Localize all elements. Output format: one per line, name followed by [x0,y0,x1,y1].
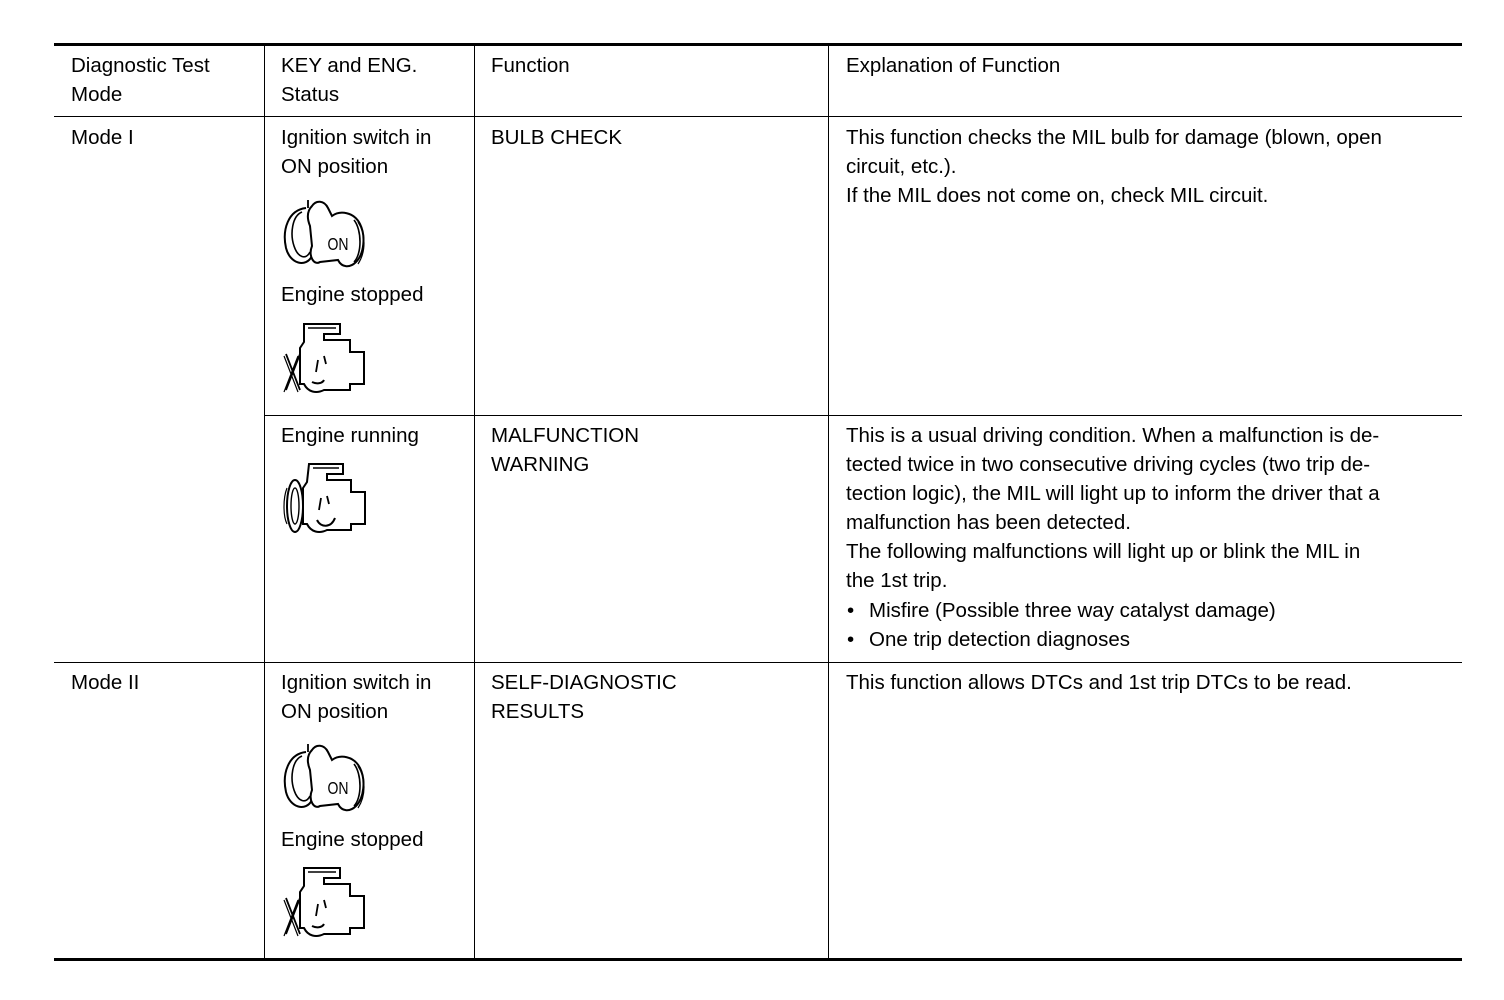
status-cell: Engine stopped [281,828,424,851]
explanation-cell: This function allows DTCs and 1st trip DTCs to be read. [846,671,1352,694]
engine-stopped-icon [280,318,370,400]
explanation-cell: This is a usual driving condition. When a malfunction is de- [846,424,1380,447]
mode-cell: Mode I [71,126,134,149]
header-function: Function [491,54,570,77]
function-cell: WARNING [491,453,590,476]
bullet-icon: • [847,628,855,651]
list-item: Misfire (Possible three way catalyst damage) [869,599,1276,622]
status-cell: Ignition switch in [281,126,432,149]
row-divider [54,662,1462,663]
function-cell: BULB CHECK [491,126,623,149]
header-mode: Diagnostic Test [71,54,210,77]
function-cell: MALFUNCTION [491,424,640,447]
header-status: Status [281,83,340,106]
explanation-cell: If the MIL does not come on, check MIL circuit. [846,184,1269,207]
header-mode: Mode [71,83,123,106]
header-explanation: Explanation of Function [846,54,1061,77]
column-divider [474,46,475,958]
explanation-cell: malfunction has been detected. [846,511,1131,534]
header-status: KEY and ENG. [281,54,418,77]
explanation-cell: tected twice in two consecutive driving cycles (two trip de- [846,453,1371,476]
column-divider [828,46,829,958]
engine-stopped-icon [280,862,370,944]
mode-cell: Mode II [71,671,140,694]
header-divider [54,116,1462,117]
explanation-cell: the 1st trip. [846,569,948,592]
status-cell: ON position [281,155,389,178]
explanation-cell: The following malfunctions will light up or blink the MIL in [846,540,1361,563]
status-cell: ON position [281,700,389,723]
function-cell: SELF-DIAGNOSTIC [491,671,677,694]
column-divider [264,46,265,958]
status-cell: Ignition switch in [281,671,432,694]
function-cell: RESULTS [491,700,585,723]
status-cell: Engine running [281,424,419,447]
list-item: One trip detection diagnoses [869,628,1130,651]
explanation-cell: tection logic), the MIL will light up to inform the driver that a [846,482,1380,505]
status-cell: Engine stopped [281,283,424,306]
engine-running-icon [278,458,370,540]
bullet-icon: • [847,599,855,622]
row-divider [264,415,1462,416]
explanation-cell: circuit, etc.). [846,155,957,178]
table-top-rule [54,43,1462,46]
table-bottom-rule [54,958,1462,961]
explanation-cell: This function checks the MIL bulb for damage (blown, open [846,126,1382,149]
ignition-key-on-icon [280,738,370,818]
ignition-key-on-icon [280,194,370,274]
